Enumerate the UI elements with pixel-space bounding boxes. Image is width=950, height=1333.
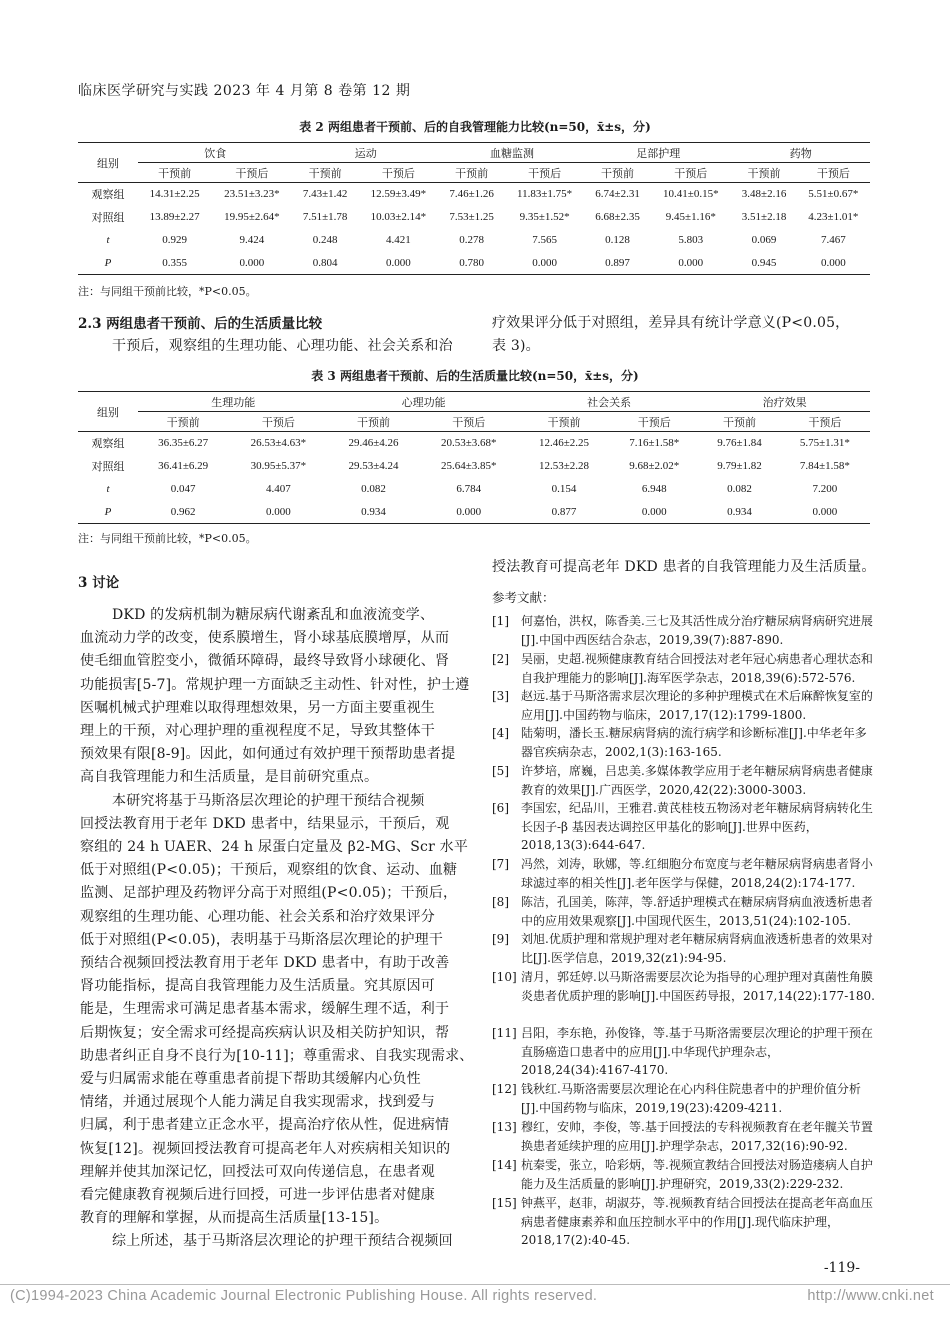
table3 — [78, 391, 870, 524]
discussion-line: 理解并使其加深记忆，回授法可双向传递信息，在患者观 — [80, 1163, 435, 1180]
table3-cell: 9.76±1.84 — [717, 437, 762, 450]
table3-cell: 0.962 — [138, 501, 228, 524]
table2-note: 注：与同组干预前比较，*P<0.05。 — [78, 285, 257, 298]
table2-cell: 12.59±3.49* — [370, 188, 427, 201]
table2-cell: 0.128 — [605, 234, 630, 246]
table3-cell: 0.082 — [361, 483, 386, 495]
table2-cell: 9.424 — [239, 234, 265, 246]
table2-subheader: 干预前 — [455, 167, 489, 180]
table2-cell: 0.000 — [504, 252, 585, 275]
table2-cell: 7.467 — [820, 234, 846, 246]
table3-subheader: 干预后 — [808, 416, 842, 429]
table3-subheader: 干预后 — [261, 416, 295, 429]
reference-text: 吕阳，李东艳，孙俊锋，等.基于马斯洛需要层次理论的护理干预在直肠癌造口患者中的应用[J].中华现代护理杂志，2018,24(34):4167-4170. — [521, 1026, 873, 1077]
table3-cell: 6.784 — [456, 483, 482, 495]
reference-item — [492, 1156, 877, 1193]
discussion-line: 教育的理解和掌握，从而提高生活质量[13-15]。 — [80, 1210, 389, 1227]
table2-group-header: 药物 — [731, 143, 870, 163]
table3-subheader: 干预后 — [637, 416, 671, 429]
table3-caption: 表 3 两组患者干预前、后的生活质量比较(n=50，x̄±s，分) — [311, 369, 639, 383]
discussion-line: 预效果有限[8-9]。因此，如何通过有效护理干预帮助患者提 — [80, 746, 456, 763]
table2-row-label: P — [78, 252, 138, 275]
table3-group-header: 心理功能 — [328, 392, 518, 412]
table2-cell: 7.53±1.25 — [449, 211, 494, 223]
reference-item — [492, 968, 877, 1005]
table3-cell: 0.934 — [328, 501, 418, 524]
footer-link[interactable]: http://www.cnki.net — [807, 1288, 934, 1304]
footer-copyright: (C)1994-2023 China Academic Journal Electronic Publishing House. All rights reserved. — [10, 1288, 598, 1304]
section-2-3-right-line: 表 3)。 — [492, 338, 540, 354]
reference-text: 陈洁，孔国美，陈萍，等.舒适护理模式在糖尿病肾病血液透析患者中的应用效果观察[J].中国现代医生，2013,51(24):102-105. — [521, 895, 873, 928]
table2-cell: 9.35±1.52* — [519, 211, 570, 223]
discussion-line: 监测、足部护理及药物评分高于对照组(P<0.05)；干预后， — [80, 885, 458, 902]
table2-cell: 10.41±0.15* — [663, 188, 719, 201]
table3-cell: 25.64±3.85* — [440, 460, 497, 472]
discussion-line: 回授法教育用于老年 DKD 患者中，结果显示，干预后，观 — [80, 815, 450, 832]
table2-cell: 0.355 — [138, 252, 211, 275]
table2-cell: 0.000 — [797, 252, 870, 275]
reference-item — [492, 799, 877, 855]
table2-cell: 7.43±1.42 — [302, 188, 348, 201]
discussion-line: 综上所述，基于马斯洛层次理论的护理干预结合视频回 — [112, 1233, 453, 1250]
table2-cell: 0.804 — [293, 252, 358, 275]
table2 — [78, 142, 870, 275]
table2-cell: 0.069 — [751, 234, 777, 246]
reference-text: 何嘉怡，洪权，陈香美.三七及其活性成分治疗糖尿病肾病研究进展[J].中国中西医结合杂志，2019,39(7):887-890. — [521, 614, 873, 647]
table3-row-label: P — [78, 501, 138, 524]
discussion-line: 情绪，并通过展现个人能力满足自我实现需求，找到爱与 — [80, 1094, 435, 1111]
discussion-line: 肾功能指标，提高自我管理能力及生活质量。究其原因可 — [80, 978, 435, 995]
table2-row-label: t — [106, 234, 110, 246]
table2-cell: 23.51±3.23* — [224, 188, 280, 201]
table3-cell: 9.79±1.82 — [717, 460, 762, 472]
table2-cell: 0.897 — [585, 252, 650, 275]
table2-cell: 0.000 — [358, 252, 439, 275]
reference-text: 陆菊明，潘长玉.糖尿病肾病的流行病学和诊断标准[J].中华老年多器官疾病杂志，2002,1(3):163-165. — [521, 726, 867, 759]
discussion-line: 使毛细血管腔变小，微循环障碍，最终导致肾小球硬化、肾 — [80, 653, 450, 670]
table2-cell: 0.929 — [162, 234, 187, 246]
table2-subheader: 干预前 — [308, 167, 342, 180]
table3-cell: 29.46±4.26 — [348, 437, 399, 450]
table-row — [78, 252, 870, 275]
table2-cell: 5.51±0.67* — [808, 188, 859, 201]
table2-cell: 14.31±2.25 — [149, 188, 200, 201]
table2-subheader: 干预前 — [158, 167, 192, 180]
table-row — [78, 501, 870, 524]
reference-text: 李国宏，纪品川，王雅君.黄芪桂枝五物汤对老年糖尿病肾病转化生长因子-β 基因表达调控区甲基化的影响[J].世界中医药，2018,13(3):644-647. — [521, 801, 873, 852]
reference-item — [492, 1024, 877, 1080]
discussion-line: 观察组的生理功能、心理功能、社会关系和治疗效果评分 — [80, 908, 435, 925]
reference-number: [5] — [492, 764, 509, 778]
reference-number: [2] — [492, 652, 509, 666]
section-2-3-left-line: 干预后，观察组的生理功能、心理功能、社会关系和治 — [112, 338, 453, 354]
discussion-line: 低于对照组(P<0.05)；干预后，观察组的饮食、运动、血糖 — [80, 862, 458, 879]
table3-group-header: 生理功能 — [138, 392, 328, 412]
discussion-line: 理上的干预，对心理护理的重视程度不足，导致其整体干 — [80, 723, 435, 739]
table-row — [78, 455, 870, 478]
discussion-line: 看完健康教育视频后进行回授，可进一步评估患者对健康 — [80, 1187, 435, 1203]
discussion-line: 归属，利于患者建立正念水平，提高治疗依从性，促进病情 — [80, 1117, 450, 1134]
table2-row-label: 观察组 — [91, 189, 125, 202]
table2-group-header: 血糖监测 — [439, 143, 585, 163]
reference-text: 赵远.基于马斯洛需求层次理论的多种护理模式在术后麻醉恢复室的应用[J].中国药物与临床，2017,17(12):1799-1800. — [521, 689, 873, 722]
table3-cell: 0.934 — [699, 501, 779, 524]
table3-cell: 7.16±1.58* — [629, 437, 680, 450]
table2-cell: 13.89±2.27 — [149, 211, 200, 223]
reference-number: [14] — [492, 1158, 517, 1172]
reference-number: [12] — [492, 1082, 517, 1096]
reference-number: [7] — [492, 857, 509, 871]
table-row — [78, 478, 870, 501]
table3-subheader: 干预前 — [723, 416, 756, 429]
table3-subheader: 干预前 — [357, 416, 391, 429]
table2-cell: 3.51±2.18 — [741, 211, 787, 223]
table2-cell: 4.421 — [386, 234, 411, 246]
table2-cell: 0.000 — [650, 252, 731, 275]
table2-cell: 7.46±1.26 — [449, 188, 494, 201]
table2-cell: 6.74±2.31 — [595, 188, 640, 201]
reference-item — [492, 930, 877, 967]
table3-subheader: 干预后 — [452, 416, 486, 429]
table3-note: 注：与同组干预前比较，*P<0.05。 — [78, 532, 257, 545]
table2-subheader: 干预后 — [674, 167, 708, 180]
reference-number: [10] — [492, 970, 517, 984]
reference-item — [492, 1080, 877, 1117]
reference-text: 钱秋红.马斯洛需要层次理论在心内科住院患者中的护理价值分析[J].中国药物与临床，2019,19(23):4209-4211. — [521, 1082, 861, 1115]
discussion-line: 功能损害[5-7]。常规护理一方面缺乏主动性、针对性，护士遵 — [80, 676, 470, 693]
table2-cell: 6.68±2.35 — [595, 211, 640, 223]
table2-subheader: 干预后 — [816, 167, 850, 180]
reference-text: 钟燕平，赵菲，胡淑芬，等.视频教育结合回授法在提高老年高血压病患者健康素养和血压控制水平中的作用[J].现代临床护理，2018,17(2):40-45. — [521, 1196, 873, 1247]
table-row — [78, 206, 870, 229]
table3-cell: 7.200 — [812, 483, 838, 495]
table3-cell: 12.53±2.28 — [538, 460, 589, 472]
reference-number: [4] — [492, 726, 509, 740]
table2-cell: 3.48±2.16 — [741, 188, 787, 201]
table3-row-label: 对照组 — [91, 461, 125, 473]
table2-subheader: 干预后 — [381, 167, 415, 180]
table3-subheader: 干预前 — [547, 416, 581, 429]
footer — [0, 1284, 950, 1304]
discussion-line: 医嘱机械式护理难以取得理想效果，另一方面主要重视生 — [80, 699, 435, 716]
table2-row-label: 对照组 — [91, 212, 125, 224]
table3-group-header: 社会关系 — [519, 392, 700, 412]
table2-cell: 10.03±2.14* — [370, 211, 427, 223]
table2-row-header: 组别 — [97, 157, 119, 170]
discussion-continuation: 授法教育可提高老年 DKD 患者的自我管理能力及生活质量。 — [492, 559, 876, 575]
table2-cell: 0.780 — [439, 252, 504, 275]
table3-cell: 0.047 — [170, 483, 196, 495]
table3-cell: 9.68±2.02* — [629, 460, 680, 472]
reference-text: 吴丽，史超.视频健康教育结合回授法对老年冠心病患者心理状态和自我护理能力的影响[J].海军医学杂志，2018,39(6):572-576. — [521, 652, 873, 685]
discussion-line: 能是，生理需求可满足患者基本需求，缓解生理不适，利于 — [80, 1001, 450, 1018]
reference-item — [492, 893, 877, 930]
reference-item — [492, 1118, 877, 1155]
discussion-line: 爱与归属需求能在尊重患者前提下帮助其缓解内心负性 — [80, 1071, 421, 1087]
discussion-line: 后期恢复；安全需求可经提高疾病认识及相关防护知识，帮 — [80, 1024, 450, 1041]
reference-item — [492, 687, 877, 724]
reference-text: 清月，郭廷婷.以马斯洛需要层次论为指导的心理护理对真菌性角膜炎患者优质护理的影响[J].中国医药导报，2017,14(22):177-180. — [521, 970, 875, 1003]
reference-number: [9] — [492, 932, 509, 946]
reference-item — [492, 724, 877, 761]
discussion-line: 高自我管理能力和生活质量，是目前研究重点。 — [80, 769, 379, 786]
table2-cell: 5.803 — [678, 234, 704, 246]
reference-text: 许梦培，席巍，吕忠美.多媒体教学应用于老年糖尿病肾病患者健康教育的效果[J].广西医学，2020,42(22):3000-3003. — [521, 764, 873, 797]
discussion-line: 血流动力学的改变，使系膜增生，肾小球基底膜增厚，从而 — [80, 630, 450, 647]
page-number: -119- — [823, 1260, 860, 1276]
table2-group-header: 运动 — [293, 143, 440, 163]
reference-number: [6] — [492, 801, 509, 815]
table2-group-header: 饮食 — [138, 143, 293, 163]
reference-text: 刘旭.优质护理和常规护理对老年糖尿病肾病血液透析患者的效果对比[J].医学信息，2019,32(z1):94-95. — [521, 932, 873, 965]
reference-text: 杭秦雯，张立，哈彩炳，等.视频宣教结合回授法对肠造瘘病人自护能力及生活质量的影响[J].护理研究，2019,33(2):229-232. — [521, 1158, 873, 1191]
table3-cell: 26.53±4.63* — [250, 437, 307, 450]
table3-cell: 4.407 — [265, 483, 291, 495]
table3-subheader: 干预前 — [166, 416, 200, 429]
discussion-line: 本研究将基于马斯洛层次理论的护理干预结合视频 — [112, 792, 425, 809]
table2-cell: 0.278 — [459, 234, 485, 246]
table3-row-header: 组别 — [97, 406, 119, 419]
reference-item — [492, 612, 877, 649]
reference-item — [492, 855, 877, 892]
table2-group-header: 足部护理 — [585, 143, 732, 163]
table3-cell: 20.53±3.68* — [440, 437, 497, 450]
table-row — [78, 432, 870, 455]
table3-group-header: 治疗效果 — [699, 392, 870, 412]
reference-number: [15] — [492, 1196, 517, 1210]
reference-item — [492, 650, 877, 687]
reference-text: 穆红，安帅，李俊，等.基于回授法的专科视频教育在老年髋关节置换患者延续护理的应用[J].护理学杂志，2017,32(16):90-92. — [521, 1120, 873, 1153]
table2-cell: 0.000 — [211, 252, 292, 275]
section-2-3-right-line: 疗效果评分低于对照组，差异具有统计学意义(P<0.05， — [492, 315, 850, 331]
reference-item — [492, 1194, 877, 1250]
discussion-line: 助患者纠正自身不良行为[10-11]；尊重需求、自我实现需求、 — [80, 1047, 474, 1064]
table2-cell: 7.565 — [532, 234, 557, 246]
reference-number: [1] — [492, 614, 509, 628]
discussion-line: 预结合视频回授法教育用于老年 DKD 患者中，有助于改善 — [80, 955, 450, 971]
reference-text: 冯然，刘涛，耿娜，等.红细胞分布宽度与老年糖尿病肾病患者肾小球滤过率的相关性[J].老年医学与保健，2018,24(2):174-177. — [521, 857, 873, 890]
discussion-line: 察组的 24 h UAER、24 h 尿蛋白定量及 β2-MG、Scr 水平 — [80, 839, 469, 855]
table3-cell: 36.35±6.27 — [158, 437, 209, 450]
table-row — [78, 229, 870, 252]
discussion-heading: 3 讨论 — [78, 575, 120, 591]
discussion-line: 低于对照组(P<0.05)，表明基于马斯洛层次理论的护理干 — [80, 931, 444, 948]
table-row — [78, 183, 870, 206]
references-heading: 参考文献： — [492, 590, 555, 605]
table3-cell: 0.154 — [551, 483, 577, 495]
table2-caption: 表 2 两组患者干预前、后的自我管理能力比较(n=50，x̄±s，分) — [299, 120, 651, 134]
table3-cell: 5.75±1.31* — [799, 437, 850, 450]
reference-number: [13] — [492, 1120, 517, 1134]
table3-cell: 0.000 — [419, 501, 519, 524]
table2-subheader: 干预后 — [235, 167, 269, 180]
table2-subheader: 干预前 — [747, 167, 781, 180]
table2-subheader: 干预前 — [601, 167, 635, 180]
table2-cell: 19.95±2.64* — [224, 211, 280, 223]
table3-cell: 6.948 — [641, 483, 667, 495]
table3-row-label: 观察组 — [91, 438, 125, 451]
table2-cell: 4.23±1.01* — [808, 211, 859, 223]
table3-cell: 30.95±5.37* — [250, 460, 307, 472]
discussion-line: DKD 的发病机制为糖尿病代谢紊乱和血液流变学、 — [112, 607, 435, 623]
table3-cell: 36.41±6.29 — [158, 460, 209, 472]
table2-cell: 7.51±1.78 — [302, 211, 348, 223]
reference-item — [492, 762, 877, 799]
table3-cell: 29.53±4.24 — [348, 460, 399, 472]
discussion-line: 恢复[12]。视频回授法教育可提高老年人对疾病相关知识的 — [80, 1140, 451, 1157]
reference-number: [3] — [492, 689, 509, 703]
journal-header: 临床医学研究与实践 2023 年 4 月第 8 卷第 12 期 — [78, 83, 411, 99]
table3-cell: 7.84±1.58* — [799, 460, 850, 472]
table3-cell: 0.000 — [228, 501, 328, 524]
reference-number: [8] — [492, 895, 509, 909]
section-2-3-heading: 2.3 两组患者干预前、后的生活质量比较 — [78, 316, 323, 332]
table2-cell: 11.83±1.75* — [517, 188, 573, 201]
table3-cell: 0.082 — [727, 483, 752, 495]
reference-number: [11] — [492, 1026, 517, 1040]
table2-cell: 0.248 — [312, 234, 338, 246]
table2-subheader: 干预后 — [528, 167, 562, 180]
table2-cell: 0.945 — [731, 252, 796, 275]
table2-cell: 9.45±1.16* — [665, 211, 716, 223]
table3-cell: 0.000 — [780, 501, 870, 524]
table3-cell: 0.000 — [609, 501, 699, 524]
table3-row-label: t — [106, 483, 110, 495]
table3-cell: 12.46±2.25 — [538, 437, 589, 450]
table3-cell: 0.877 — [519, 501, 609, 524]
